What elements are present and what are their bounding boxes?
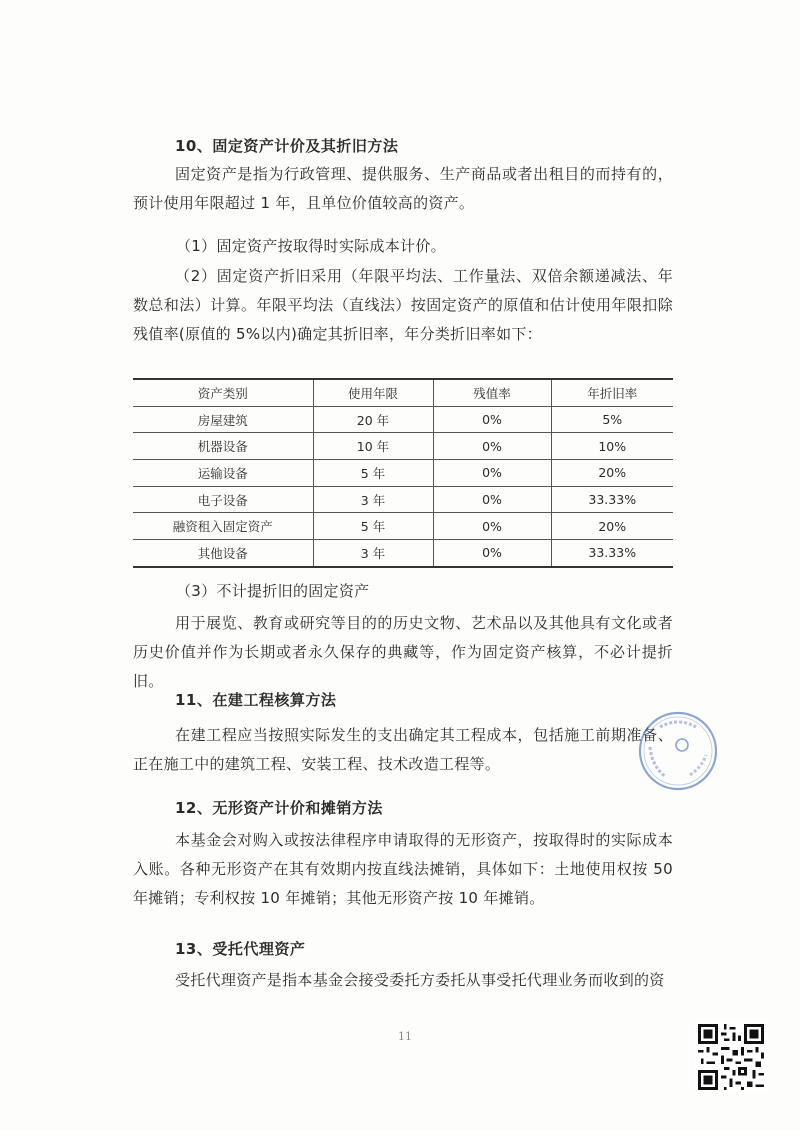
table-cell: 机器设备 xyxy=(133,433,313,460)
section-10-item-1: （1）固定资产按取得时实际成本计价。 xyxy=(176,237,446,255)
table-row xyxy=(133,486,673,513)
table-header-cell: 残值率 xyxy=(433,379,551,406)
table-cell: 运输设备 xyxy=(133,460,313,487)
table-cell: 0% xyxy=(433,460,551,487)
table-row xyxy=(133,433,673,460)
section-10-item-3: （3）不计提折旧的固定资产 xyxy=(176,582,370,600)
section-13-heading: 13、受托代理资产 xyxy=(175,940,306,958)
section-10-item-2: （2）固定资产折旧采用（年限平均法、工作量法、双倍余额递减法、年数总和法）计算。年限平均法（直线法）按固定资产的原值和估计使用年限扣除残值率(原值的 5%以内)确定其折旧率，年分类折旧率如下： xyxy=(133,267,673,343)
section-13-text: 受托代理资产是指本基金会接受委托方委托从事受托代理业务而收到的资 xyxy=(175,971,665,989)
section-10-heading: 10、固定资产计价及其折旧方法 xyxy=(175,137,399,155)
table-cell: 10% xyxy=(551,433,673,460)
section-12-heading: 12、无形资产计价和摊销方法 xyxy=(175,799,383,817)
table-cell: 其他设备 xyxy=(133,540,313,567)
table-cell: 3 年 xyxy=(313,540,433,567)
table-cell: 20 年 xyxy=(313,406,433,433)
table-row xyxy=(133,540,673,567)
table-cell: 33.33% xyxy=(551,486,673,513)
section-11-heading: 11、在建工程核算方法 xyxy=(175,691,337,709)
table-cell: 5 年 xyxy=(313,460,433,487)
table-cell: 0% xyxy=(433,406,551,433)
table-cell: 0% xyxy=(433,540,551,567)
table-cell: 0% xyxy=(433,486,551,513)
depreciation-table xyxy=(133,378,673,568)
section-11-text: 在建工程应当按照实际发生的支出确定其工程成本，包括施工前期准备、正在施工中的建筑工程、安装工程、技术改造工程等。 xyxy=(133,726,673,773)
table-cell: 5 年 xyxy=(313,513,433,540)
table-cell: 20% xyxy=(551,460,673,487)
section-10-item-3-text: 用于展览、教育或研究等目的的历史文物、艺术品以及其他具有文化或者历史价值并作为长期或者永久保存的典藏等，作为固定资产核算，不必计提折旧。 xyxy=(133,614,673,690)
section-12-text: 本基金会对购入或按法律程序申请取得的无形资产，按取得时的实际成本入账。各种无形资产在其有效期内按直线法摊销，具体如下：土地使用权按 50 年摊销；专利权按 10 年摊销；其他无形资产按 10 年摊销。 xyxy=(133,831,673,907)
page-number: 11 xyxy=(398,1030,412,1043)
table-cell: 10 年 xyxy=(313,433,433,460)
table-cell: 0% xyxy=(433,433,551,460)
table-header-cell: 年折旧率 xyxy=(551,379,673,406)
section-10-intro: 固定资产是指为行政管理、提供服务、生产商品或者出租目的而持有的，预计使用年限超过 1 年，且单位价值较高的资产。 xyxy=(133,165,673,212)
table-cell: 3 年 xyxy=(313,486,433,513)
table-cell: 5% xyxy=(551,406,673,433)
table-row xyxy=(133,513,673,540)
table-cell: 房屋建筑 xyxy=(133,406,313,433)
table-cell: 20% xyxy=(551,513,673,540)
table-cell: 0% xyxy=(433,513,551,540)
table-header-row xyxy=(133,379,673,406)
table-header-cell: 资产类别 xyxy=(133,379,313,406)
table-cell: 33.33% xyxy=(551,540,673,567)
table-row xyxy=(133,406,673,433)
official-seal-stamp xyxy=(632,707,722,797)
qr-code xyxy=(695,1021,767,1093)
table-row xyxy=(133,460,673,487)
table-cell: 融资租入固定资产 xyxy=(133,513,313,540)
table-header-cell: 使用年限 xyxy=(313,379,433,406)
table-cell: 电子设备 xyxy=(133,486,313,513)
